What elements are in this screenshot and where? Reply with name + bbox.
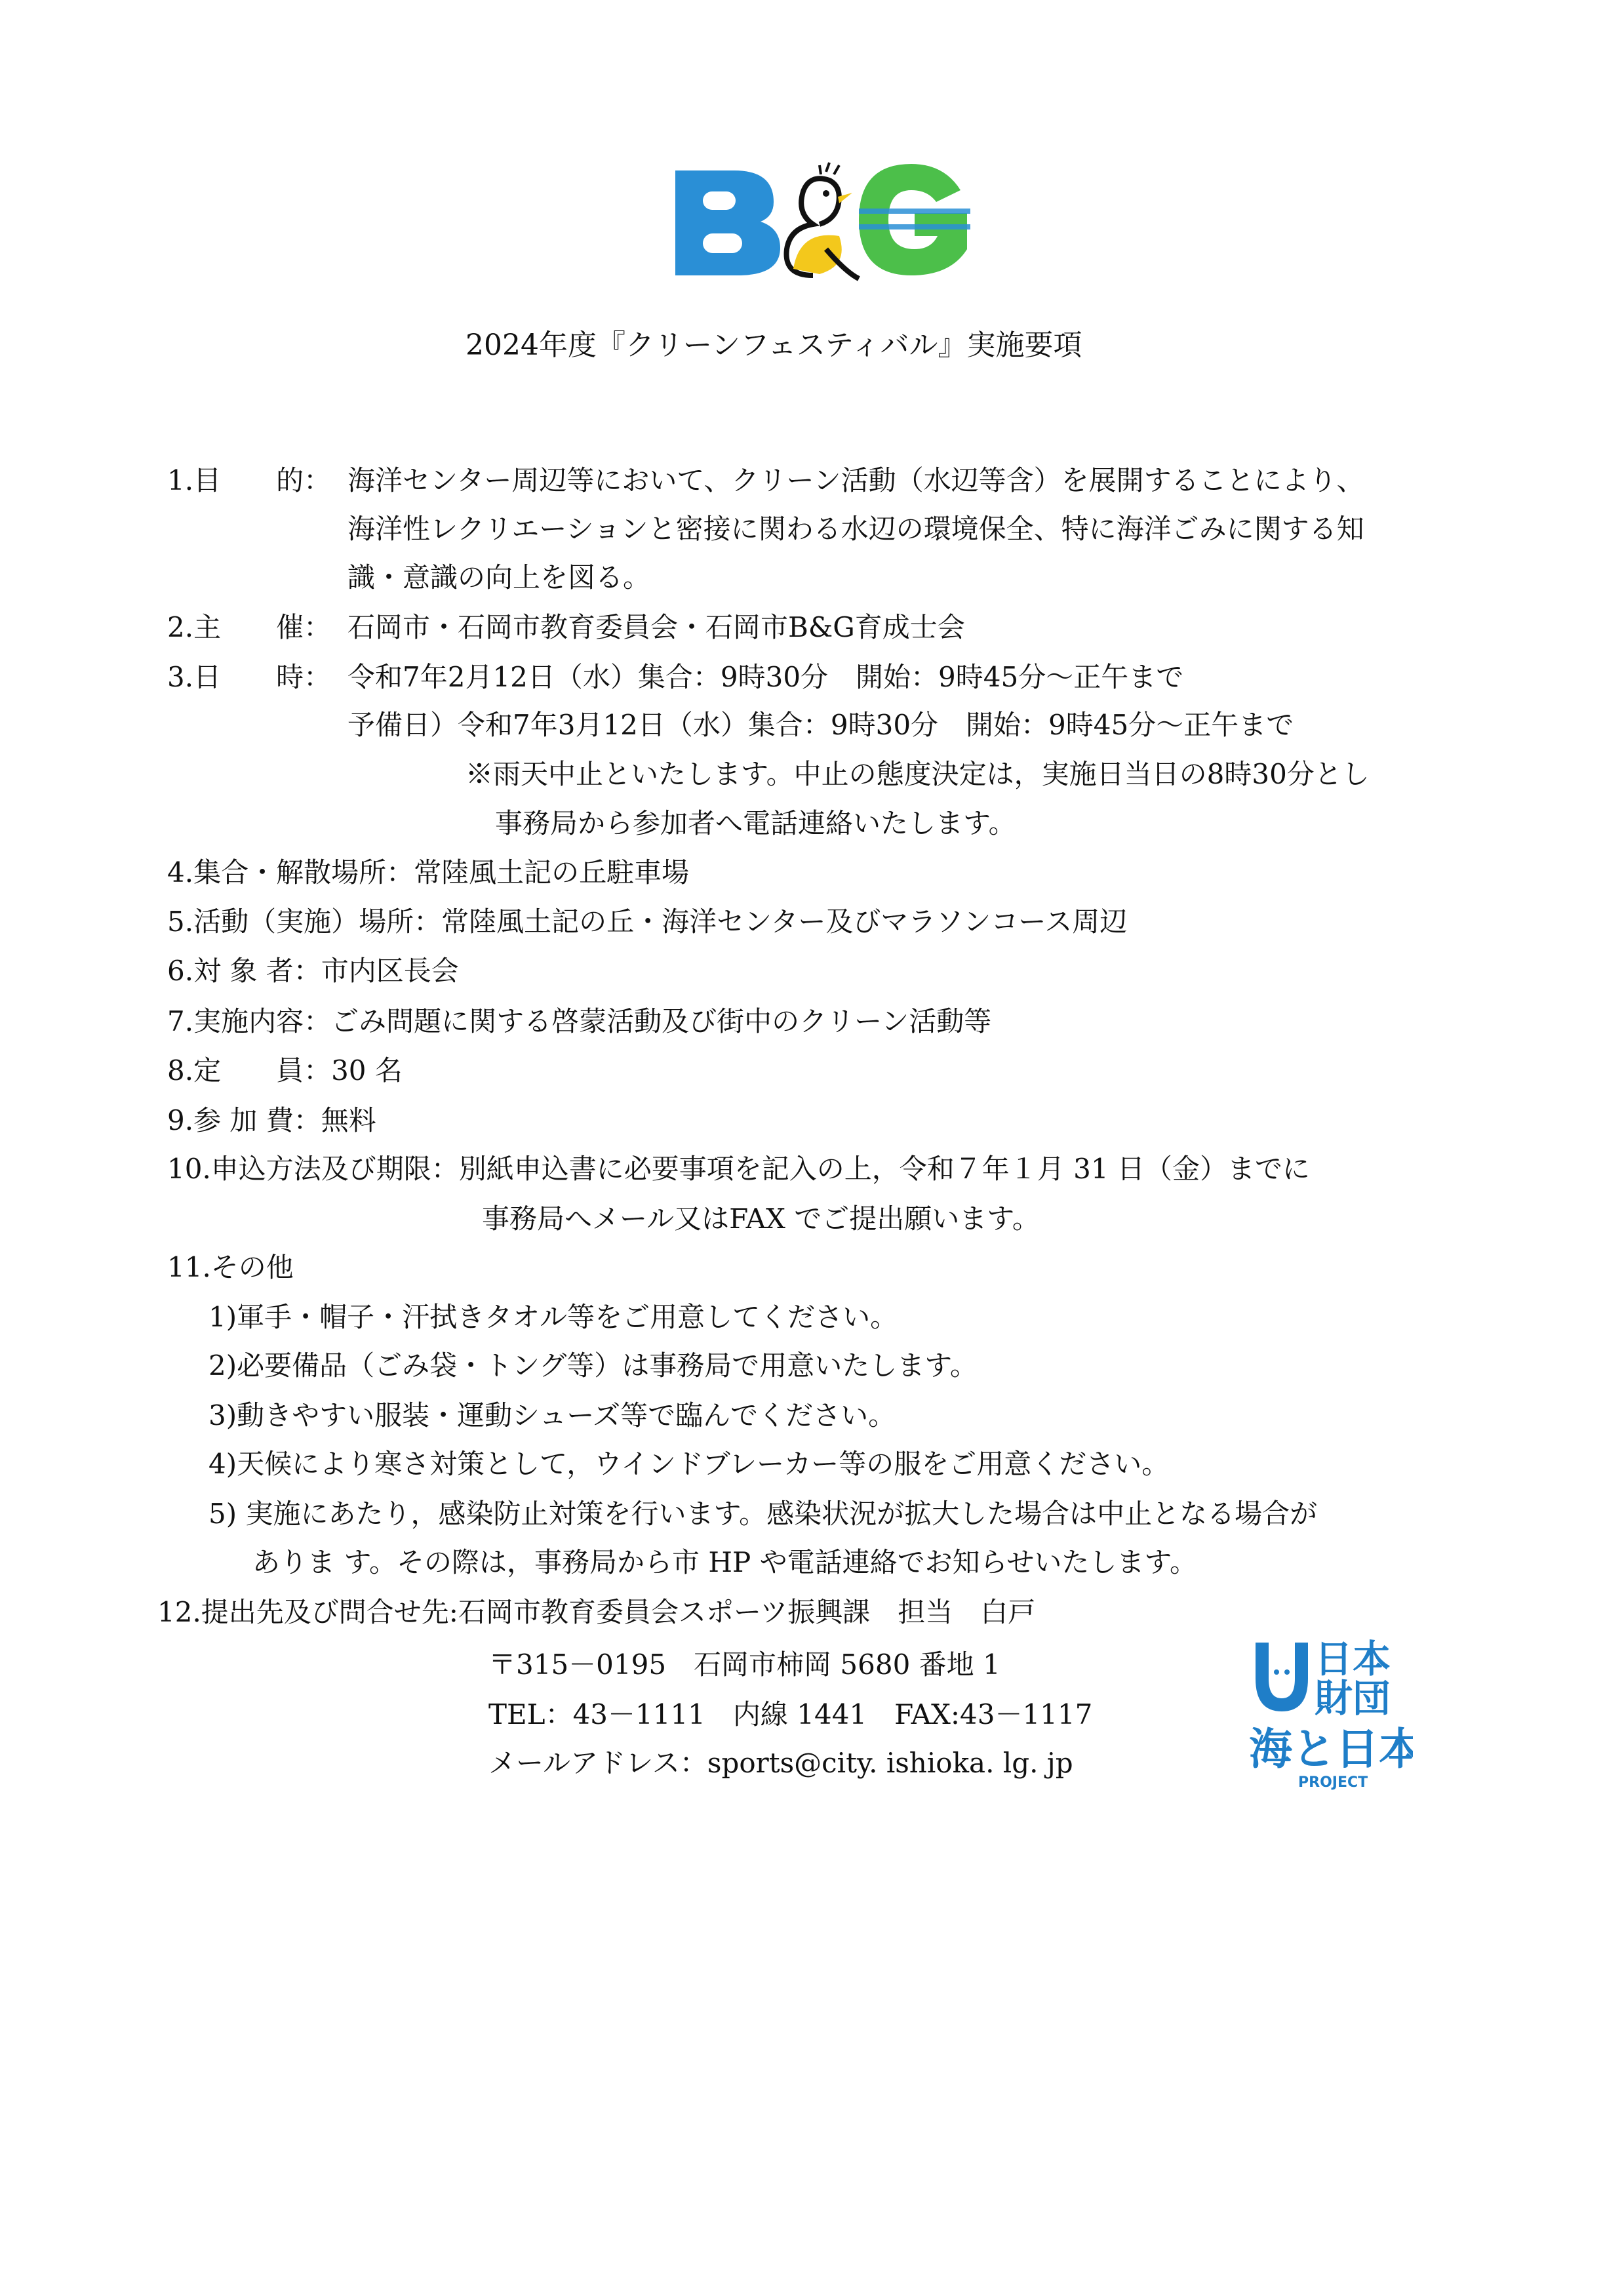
organizer-label: 2.主 催： bbox=[167, 611, 332, 643]
meeting-place: 4.集合・解散場所：常陸風土記の丘駐車場 bbox=[167, 856, 690, 888]
target-audience: 6.対 象 者：市内区長会 bbox=[167, 955, 459, 987]
application-line-2: 事務局へメール又はFAX でご提出願います。 bbox=[482, 1203, 1040, 1235]
other-note-5: 5) 実施にあたり，感染防止対策を行います。感染状況が拡大した場合は中止となる場合が bbox=[208, 1498, 1318, 1530]
datetime-line-2: 予備日）令和7年3月12日（水）集合：9時30分 開始：9時45分～正午まで bbox=[347, 709, 1294, 741]
page-title: 2024年度『クリーンフェスティバル』実施要項 bbox=[465, 329, 1082, 362]
datetime-note-2: 事務局から参加者へ電話連絡いたします。 bbox=[495, 807, 1016, 839]
badge-line-2: 財団 bbox=[1315, 1676, 1391, 1721]
purpose-label: 1.目 的： bbox=[167, 464, 332, 496]
other-note-2: 2)必要備品（ごみ袋・トング等）は事務局で用意いたします。 bbox=[208, 1349, 978, 1382]
contact-email: メールアドレス：sports@city. ishioka. lg. jp bbox=[488, 1747, 1073, 1779]
purpose-line-2: 海洋性レクリエーションと密接に関わる水辺の環境保全、特に海洋ごみに関する知 bbox=[347, 513, 1364, 545]
activity-content: 7.実施内容：ごみ問題に関する啓蒙活動及び街中のクリーン活動等 bbox=[167, 1005, 992, 1037]
datetime-note-1: ※雨天中止といたします。中止の態度決定は，実施日当日の8時30分とし bbox=[465, 758, 1370, 790]
purpose-line-1: 海洋センター周辺等において、クリーン活動（水辺等含）を展開することにより、 bbox=[347, 464, 1364, 496]
umi-to-nippon-badge bbox=[1242, 1633, 1413, 1797]
other-note-3: 3)動きやすい服装・運動シューズ等で臨んでください。 bbox=[208, 1399, 896, 1431]
purpose-line-3: 識・意識の向上を図る。 bbox=[347, 561, 651, 593]
badge-sub: PROJECT bbox=[1298, 1774, 1368, 1791]
application-line-1: 10.申込方法及び期限：別紙申込書に必要事項を記入の上，令和７年１月 31 日（金）までに bbox=[167, 1153, 1310, 1185]
other-note-4: 4)天候により寒さ対策として，ウインドブレーカー等の服をご用意ください。 bbox=[208, 1448, 1170, 1480]
capacity: 8.定 員：30 名 bbox=[167, 1054, 403, 1087]
other-note-1: 1)軍手・帽子・汗拭きタオル等をご用意してください。 bbox=[208, 1301, 898, 1333]
participation-fee: 9.参 加 費：無料 bbox=[167, 1104, 376, 1136]
badge-line-3: 海と日本 bbox=[1249, 1724, 1413, 1774]
other-heading: 11.その他 bbox=[167, 1251, 294, 1283]
contact-tel: TEL：43－1111 内線 1441 FAX:43－1117 bbox=[488, 1698, 1093, 1730]
organizer-text: 石岡市・石岡市教育委員会・石岡市B&G育成士会 bbox=[347, 611, 965, 643]
bg-logo bbox=[662, 151, 983, 282]
other-note-6: ありま す。その際は，事務局から市 HP や電話連絡でお知らせいたします。 bbox=[252, 1546, 1197, 1578]
datetime-line-1: 令和7年2月12日（水）集合：9時30分 開始：9時45分～正午まで bbox=[347, 661, 1184, 693]
badge-line-1: 日本 bbox=[1315, 1637, 1391, 1681]
contact-line-1: 12.提出先及び問合せ先:石岡市教育委員会スポーツ振興課 担当 白戸 bbox=[157, 1596, 1036, 1628]
contact-postal: 〒315－0195 石岡市柿岡 5680 番地 1 bbox=[488, 1648, 1000, 1681]
activity-location: 5.活動（実施）場所：常陸風土記の丘・海洋センター及びマラソンコース周辺 bbox=[167, 906, 1128, 938]
datetime-label: 3.日 時： bbox=[167, 661, 332, 693]
